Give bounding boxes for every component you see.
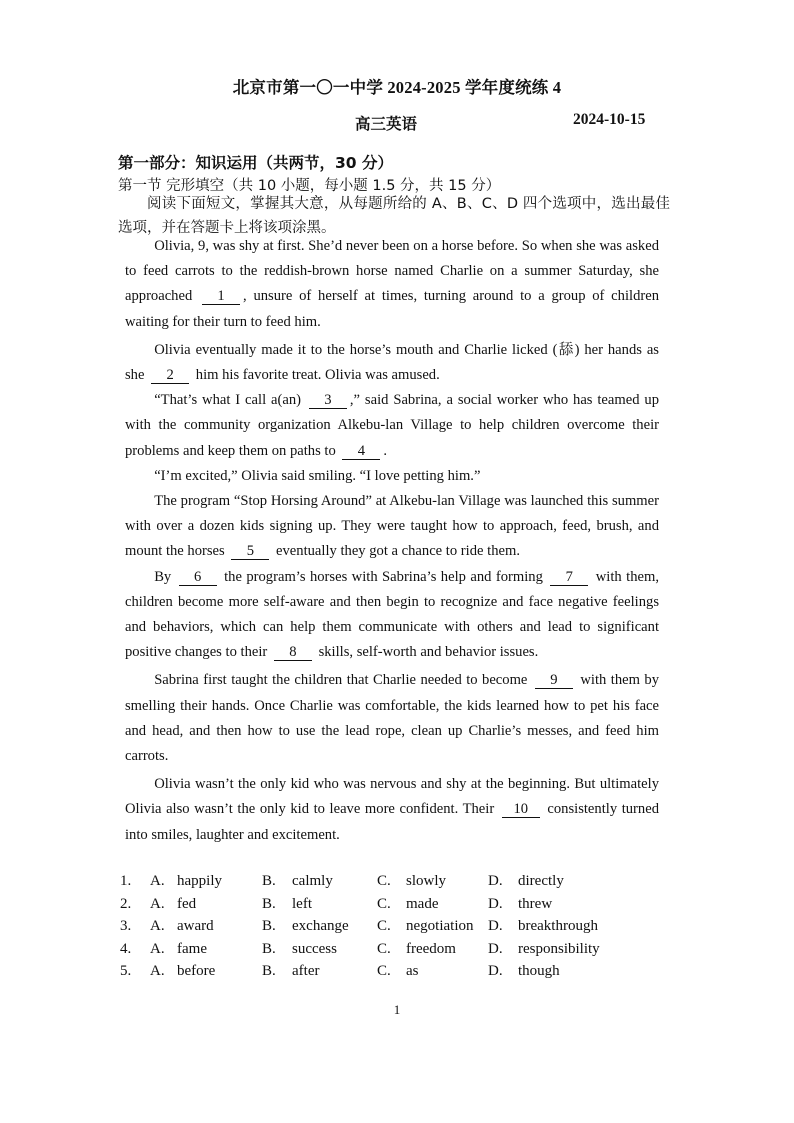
option-letter-a: A.	[150, 918, 165, 934]
blank-3: 3	[309, 392, 347, 409]
option-row-4	[120, 938, 660, 961]
option-c: slowly	[406, 873, 447, 889]
option-row-1	[120, 870, 660, 893]
passage-text: , unsure of herself at times, turning around to a group of children waiting for their turn to feed him.	[125, 288, 660, 330]
question-number: 2.	[120, 895, 132, 912]
passage-text: Olivia wasn’t the only kid who was nervous and shy at the beginning. But ultimately Olivia also wasn’t the only kid to leave more confident. Their	[125, 776, 659, 818]
option-a: fame	[177, 940, 207, 957]
subject-label: 高三英语	[355, 116, 418, 133]
option-letter-c: C.	[377, 940, 391, 957]
option-d: responsibility	[518, 940, 600, 957]
option-letter-a: A.	[150, 963, 165, 979]
page-number: 1	[393, 1002, 401, 1017]
part-heading: 第一部分：知识运用（共两节，30 分）	[118, 154, 393, 172]
passage-text: the program’s horses with Sabrina’s help and forming	[224, 568, 543, 585]
paragraph-8	[125, 772, 659, 848]
paragraph-5	[125, 489, 659, 565]
passage-text: with them by smelling their hands. Once Charlie was comfortable, the kids learned how to pet his face and head, and then how to use the lead rope, clean up Charlie’s messes, and feed him carrots.	[125, 672, 659, 765]
paragraph-4	[125, 464, 659, 489]
blank-5: 5	[231, 543, 269, 560]
option-letter-a: A.	[150, 895, 165, 912]
option-b: left	[292, 895, 312, 912]
option-letter-b: B.	[262, 873, 276, 889]
option-d: threw	[518, 895, 553, 912]
exam-date: 2024-10-15	[573, 111, 646, 128]
option-letter-a: A.	[150, 940, 165, 957]
option-letter-d: D.	[488, 940, 503, 957]
blank-1: 1	[202, 288, 240, 305]
blank-10: 10	[502, 801, 540, 818]
passage-text: The program “Stop Horsing Around” at Alkebu-lan Village was launched this summer with over a dozen kids signing up. They were taught how to approach, feed, brush, and mount the horses	[125, 493, 659, 560]
passage-text: Olivia, 9, was shy at first. She’d never been on a horse before. So when she was asked to feed carrots to the reddish-brown horse named Charlie on a summer Saturday, she approached	[125, 238, 659, 305]
paragraph-7	[125, 668, 659, 769]
option-b: after	[292, 963, 320, 979]
option-b: exchange	[292, 918, 349, 934]
option-letter-c: C.	[377, 918, 391, 934]
option-letter-c: C.	[377, 895, 391, 912]
passage-text: .	[383, 442, 388, 459]
option-c: negotiation	[406, 918, 474, 934]
option-letter-b: B.	[262, 940, 276, 957]
blank-6: 6	[179, 569, 217, 586]
option-letter-b: B.	[262, 963, 276, 979]
paragraph-6	[125, 565, 659, 666]
option-c: freedom	[406, 940, 456, 957]
option-letter-a: A.	[150, 873, 165, 889]
passage-text: ,” said Sabrina, a social worker who has teamed up with the community organization Alkebu-lan Village to help children overcome their problems and keep them on paths to	[125, 392, 659, 459]
passage-text: By	[154, 568, 172, 585]
blank-4: 4	[342, 443, 380, 460]
option-a: happily	[177, 873, 222, 889]
paragraph-1	[125, 234, 659, 335]
option-b: success	[292, 940, 337, 957]
passage-text: Olivia eventually made it to the horse’s mouth and Charlie licked (舔) her hands as she	[125, 341, 659, 384]
question-number: 4.	[120, 940, 132, 957]
passage-text: “That’s what I call a(an)	[154, 392, 301, 409]
option-row-2	[120, 893, 660, 916]
question-number: 5.	[120, 963, 132, 979]
option-letter-c: C.	[377, 873, 391, 889]
option-row-3	[120, 915, 660, 938]
option-letter-d: D.	[488, 895, 503, 912]
option-b: calmly	[292, 873, 333, 889]
question-number: 1.	[120, 873, 132, 889]
cloze-passage	[125, 234, 659, 848]
option-a: award	[177, 918, 214, 934]
option-d: though	[518, 963, 560, 979]
blank-2: 2	[151, 367, 189, 384]
passage-text: eventually they got a chance to ride them.	[276, 543, 520, 560]
paragraph-2	[125, 338, 659, 388]
option-d: directly	[518, 873, 564, 889]
blank-9: 9	[535, 672, 573, 689]
option-c: made	[406, 895, 439, 912]
passage-text: “I’m excited,” Olivia said smiling. “I love petting him.”	[154, 467, 481, 484]
paragraph-3	[125, 388, 659, 464]
blank-8: 8	[274, 644, 312, 661]
option-c: as	[406, 963, 419, 979]
option-letter-d: D.	[488, 918, 503, 934]
question-number: 3.	[120, 918, 132, 934]
passage-text: skills, self-worth and behavior issues.	[318, 644, 539, 661]
instructions: 阅读下面短文，掌握其大意，从每题所给的 A、B、C、D 四个选项中，选出最佳选项，并在答题卡上将该项涂黑。	[118, 196, 670, 236]
option-row-5	[120, 960, 660, 983]
option-letter-d: D.	[488, 873, 503, 889]
section-heading: 第一节 完形填空（共 10 小题，每小题 1.5 分，共 15 分）	[118, 178, 501, 194]
option-a: fed	[177, 895, 197, 912]
blank-7: 7	[550, 569, 588, 586]
option-letter-c: C.	[377, 963, 391, 979]
option-letter-d: D.	[488, 963, 503, 979]
option-letter-b: B.	[262, 895, 276, 912]
passage-text: Sabrina first taught the children that Charlie needed to become	[154, 672, 528, 689]
option-letter-b: B.	[262, 918, 276, 934]
passage-text: him his favorite treat. Olivia was amused.	[195, 367, 440, 384]
option-a: before	[177, 963, 216, 979]
passage-text: consistently turned into smiles, laughter and excitement.	[125, 801, 659, 843]
option-d: breakthrough	[518, 918, 598, 934]
answer-options	[120, 870, 660, 983]
passage-text: with them, children become more self-aware and then begin to recognize and face negative feelings and behaviors, which can help them communicate with others and lead to significant positive changes to their	[125, 568, 659, 661]
exam-title: 北京市第一〇一中学 2024-2025 学年度统练 4	[232, 78, 562, 97]
